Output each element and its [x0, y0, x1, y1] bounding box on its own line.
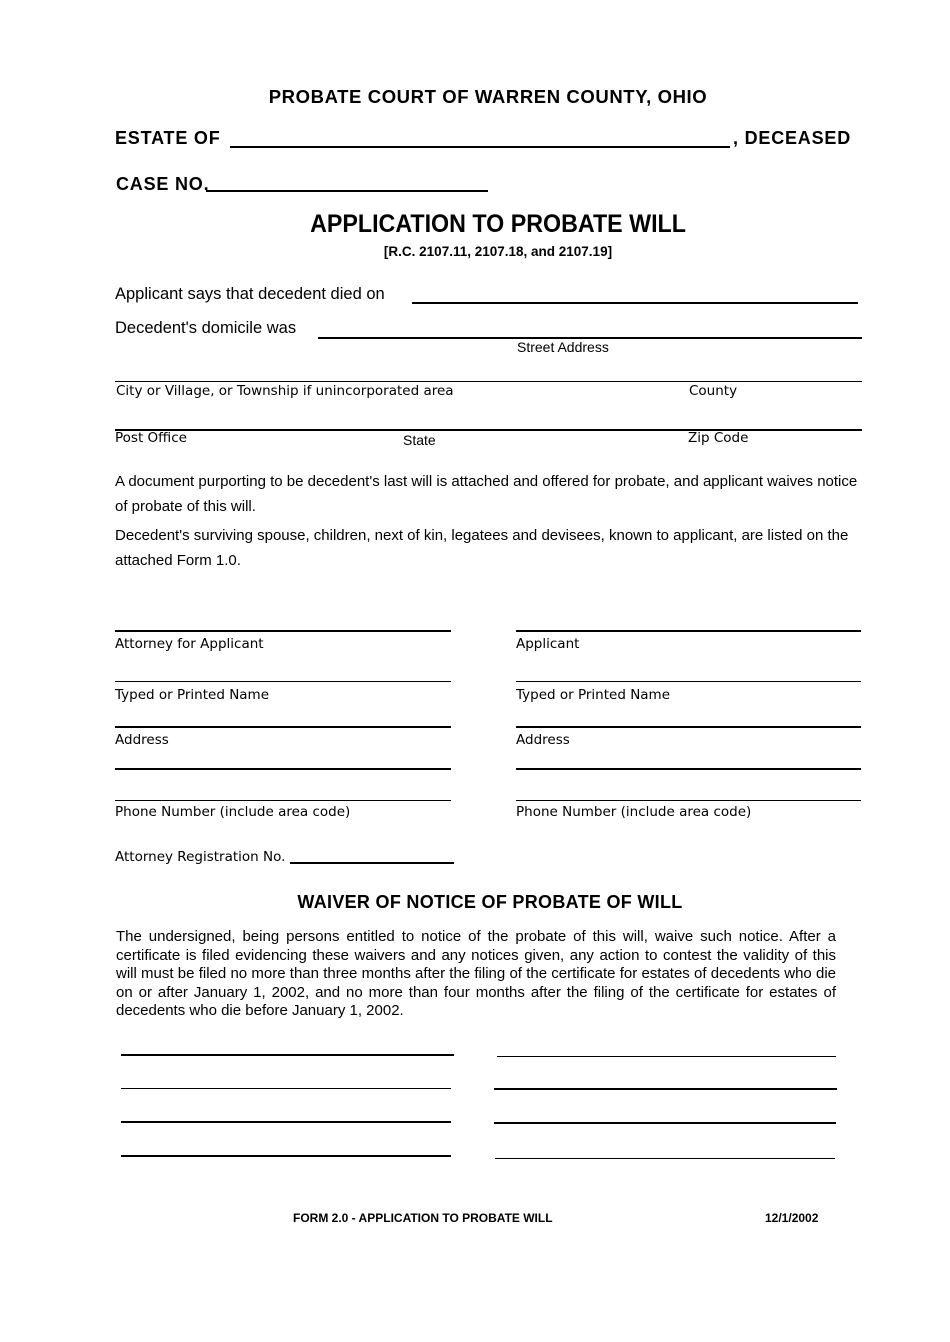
applicant-address-caption: Address — [516, 732, 570, 748]
attorney-registration-label: Attorney Registration No. — [115, 849, 286, 865]
post-office-state-zip-field[interactable] — [115, 429, 862, 431]
case-number-field[interactable] — [206, 190, 488, 192]
attorney-address-caption: Address — [115, 732, 169, 748]
zip-caption: Zip Code — [688, 430, 749, 446]
attorney-signature-caption: Attorney for Applicant — [115, 636, 264, 652]
street-address-caption: Street Address — [517, 339, 609, 355]
state-caption: State — [403, 432, 436, 448]
applicant-signature-field[interactable] — [516, 630, 861, 632]
form-title: APPLICATION TO PROBATE WILL — [310, 210, 686, 238]
statute-reference: [R.C. 2107.11, 2107.18, and 2107.19] — [383, 244, 613, 259]
attorney-signature-field[interactable] — [115, 630, 451, 632]
estate-label: ESTATE OF — [115, 128, 221, 148]
waiver-signature-line[interactable] — [121, 1088, 451, 1089]
attorney-phone-caption: Phone Number (include area code) — [115, 804, 351, 820]
waiver-signature-line[interactable] — [495, 1158, 835, 1159]
heirs-paragraph: Decedent's surviving spouse, children, next of kin, legatees and devisees, known to applicant, are listed on the attached Form 1.0. — [115, 527, 849, 569]
attorney-name-caption: Typed or Printed Name — [115, 687, 270, 703]
waiver-text: The undersigned, being persons entitled to notice of the probate of this will, waive such notice. After a certificate is filed evidencing these waivers and any notices given, any action to contest the validity of this will must be filed no more than three months after the filing of the certificate for estates of decedents who die on or after January 1, 2002, and no more than four months after the filing of the certificate for estates of decedents who die before January 1, 2002. — [116, 928, 836, 1019]
case-number-label: CASE NO. — [116, 174, 210, 194]
applicant-phone-caption: Phone Number (include area code) — [516, 804, 752, 820]
county-caption: County — [689, 383, 738, 399]
date-of-death-field[interactable] — [412, 302, 858, 304]
applicant-phone-field[interactable] — [516, 800, 861, 801]
attorney-phone-field[interactable] — [115, 800, 451, 801]
applicant-name-field[interactable] — [516, 681, 861, 682]
domicile-label: Decedent's domicile was — [115, 319, 297, 337]
footer-date: 12/1/2002 — [765, 1211, 819, 1225]
footer-form-name: FORM 2.0 - APPLICATION TO PROBATE WILL — [293, 1211, 553, 1225]
attorney-address-field[interactable] — [115, 726, 451, 728]
waiver-signature-line[interactable] — [121, 1155, 451, 1157]
deceased-label: , DECEASED — [733, 128, 852, 148]
applicant-name-caption: Typed or Printed Name — [516, 687, 671, 703]
applicant-address-line-2[interactable] — [516, 768, 861, 770]
waiver-signature-line[interactable] — [494, 1088, 837, 1090]
attorney-registration-field[interactable] — [290, 862, 454, 864]
applicant-signature-caption: Applicant — [516, 636, 580, 652]
city-county-field[interactable] — [115, 381, 862, 382]
attorney-name-field[interactable] — [115, 681, 451, 682]
waiver-signature-line[interactable] — [497, 1056, 836, 1057]
waiver-signature-line[interactable] — [121, 1121, 451, 1123]
applicant-address-field[interactable] — [516, 726, 861, 728]
waiver-signature-line[interactable] — [121, 1054, 454, 1056]
waiver-signature-line[interactable] — [494, 1122, 836, 1124]
will-offered-paragraph: A document purporting to be decedent's last will is attached and offered for probate, and applicant waives notice of probate of this will. — [115, 473, 858, 515]
waiver-title: WAIVER OF NOTICE OF PROBATE OF WILL — [297, 892, 683, 912]
died-on-label: Applicant says that decedent died on — [115, 285, 385, 303]
city-caption: City or Village, or Township if unincorporated area — [116, 383, 454, 399]
attorney-address-line-2[interactable] — [115, 768, 451, 770]
post-office-caption: Post Office — [115, 430, 187, 446]
estate-name-field[interactable] — [230, 146, 730, 148]
court-title: PROBATE COURT OF WARREN COUNTY, OHIO — [268, 86, 708, 107]
